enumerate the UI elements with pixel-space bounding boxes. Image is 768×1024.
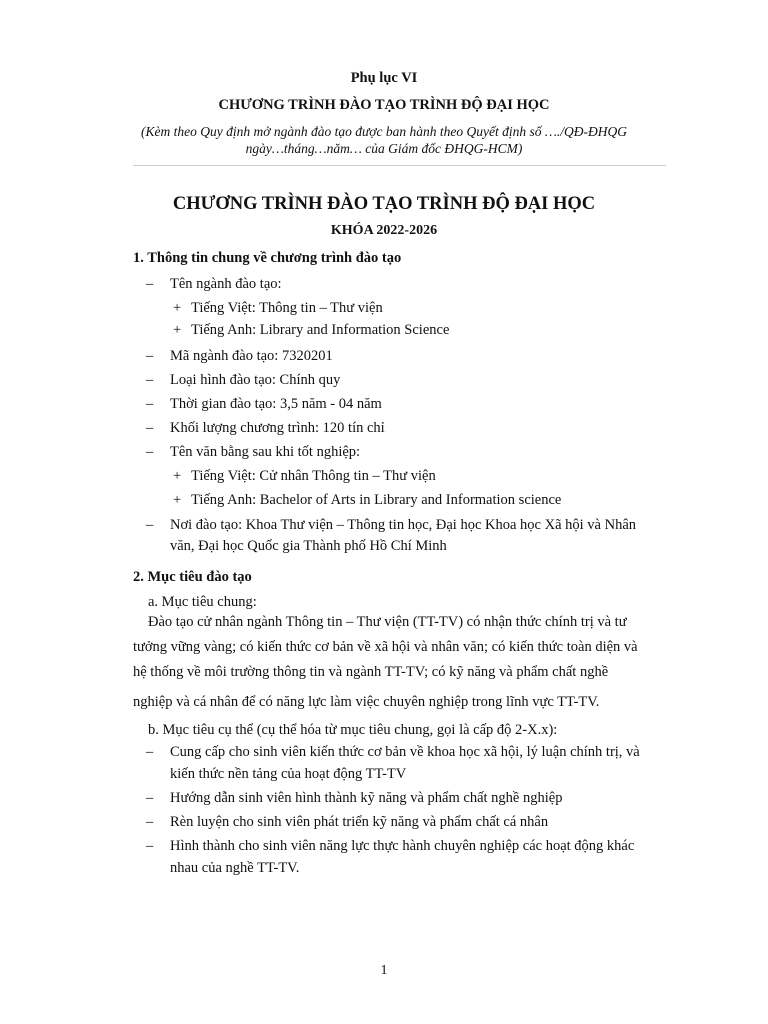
specific-objective-4-line2: nhau của nghề TT-TV.	[170, 860, 300, 876]
training-type: Loại hình đào tạo: Chính quy	[170, 372, 341, 388]
specific-objective-2: Hướng dẫn sinh viên hình thành kỹ năng và phẩm chất nghề nghiệp	[170, 790, 563, 806]
plus-bullet: +	[173, 322, 182, 338]
dash-bullet: –	[146, 420, 154, 436]
dash-bullet: –	[146, 790, 154, 806]
plus-bullet: +	[173, 300, 182, 316]
general-objective-line1: Đào tạo cử nhân ngành Thông tin – Thư viện (TT-TV) có nhận thức chính trị và tư	[148, 614, 627, 630]
appendix-label: Phụ lục VI	[350, 70, 418, 86]
degree-vi: Tiếng Việt: Cử nhân Thông tin – Thư viện	[191, 468, 436, 484]
training-place-line1: Nơi đào tạo: Khoa Thư viện – Thông tin học, Đại học Khoa học Xã hội và Nhân	[170, 517, 637, 533]
specific-objective-4-line1: Hình thành cho sinh viên năng lực thực hành chuyên nghiệp các hoạt động khác	[170, 838, 635, 854]
degree-label: Tên văn bằng sau khi tốt nghiệp:	[170, 444, 361, 460]
dash-bullet: –	[146, 276, 154, 292]
dash-bullet: –	[146, 372, 154, 388]
general-objective-line3: hệ thống về môi trường thông tin và ngành TT-TV; có kỹ năng và phẩm chất nghề	[133, 664, 609, 680]
page-number: 1	[380, 963, 388, 978]
dash-bullet: –	[146, 517, 154, 533]
specific-objective-label: b. Mục tiêu cụ thể (cụ thể hóa từ mục tiêu chung, gọi là cấp độ 2-X.x):	[148, 722, 558, 738]
training-code: Mã ngành đào tạo: 7320201	[170, 348, 333, 364]
training-duration: Thời gian đào tạo: 3,5 năm - 04 năm	[170, 396, 382, 412]
header-note-line2: ngày…tháng…năm… của Giám đốc ĐHQG-HCM)	[245, 141, 523, 156]
course-label: KHÓA 2022-2026	[330, 223, 438, 238]
general-objective-line2: tưởng vững vàng; có kiến thức cơ bản về xã hội và nhân văn; có kiến thức toàn diện và	[133, 639, 638, 655]
training-name-label: Tên ngành đào tạo:	[170, 276, 282, 292]
general-objective-label: a. Mục tiêu chung:	[148, 594, 257, 610]
header-note-line1: (Kèm theo Quy định mở ngành đào tạo được ban hành theo Quyết định số …./QĐ-ĐHQG	[141, 124, 627, 139]
training-place-line2: văn, Đại học Quốc gia Thành phố Hồ Chí Minh	[170, 538, 447, 554]
training-name-vi: Tiếng Việt: Thông tin – Thư viện	[191, 300, 383, 316]
training-credits: Khối lượng chương trình: 120 tín chỉ	[170, 420, 385, 436]
dash-bullet: –	[146, 838, 154, 854]
dash-bullet: –	[146, 396, 154, 412]
specific-objective-3: Rèn luyện cho sinh viên phát triển kỹ năng và phẩm chất cá nhân	[170, 814, 549, 830]
section1-heading: 1. Thông tin chung về chương trình đào tạo	[133, 250, 402, 266]
main-title: CHƯƠNG TRÌNH ĐÀO TẠO TRÌNH ĐỘ ĐẠI HỌC	[172, 194, 596, 214]
header-title: CHƯƠNG TRÌNH ĐÀO TẠO TRÌNH ĐỘ ĐẠI HỌC	[218, 97, 550, 113]
plus-bullet: +	[173, 492, 182, 508]
header-divider	[133, 165, 666, 166]
dash-bullet: –	[146, 444, 154, 460]
specific-objective-1-line1: Cung cấp cho sinh viên kiến thức cơ bản về khoa học xã hội, lý luận chính trị, và	[170, 744, 640, 760]
general-objective-line4: nghiệp và cá nhân để có năng lực làm việc chuyên nghiệp trong lĩnh vực TT-TV.	[133, 694, 600, 710]
section2-heading: 2. Mục tiêu đào tạo	[133, 569, 252, 585]
dash-bullet: –	[146, 744, 154, 760]
degree-en: Tiếng Anh: Bachelor of Arts in Library and Information science	[191, 492, 562, 508]
plus-bullet: +	[173, 468, 182, 484]
dash-bullet: –	[146, 348, 154, 364]
specific-objective-1-line2: kiến thức nền tảng của hoạt động TT-TV	[170, 766, 407, 782]
training-name-en: Tiếng Anh: Library and Information Science	[191, 322, 450, 338]
dash-bullet: –	[146, 814, 154, 830]
